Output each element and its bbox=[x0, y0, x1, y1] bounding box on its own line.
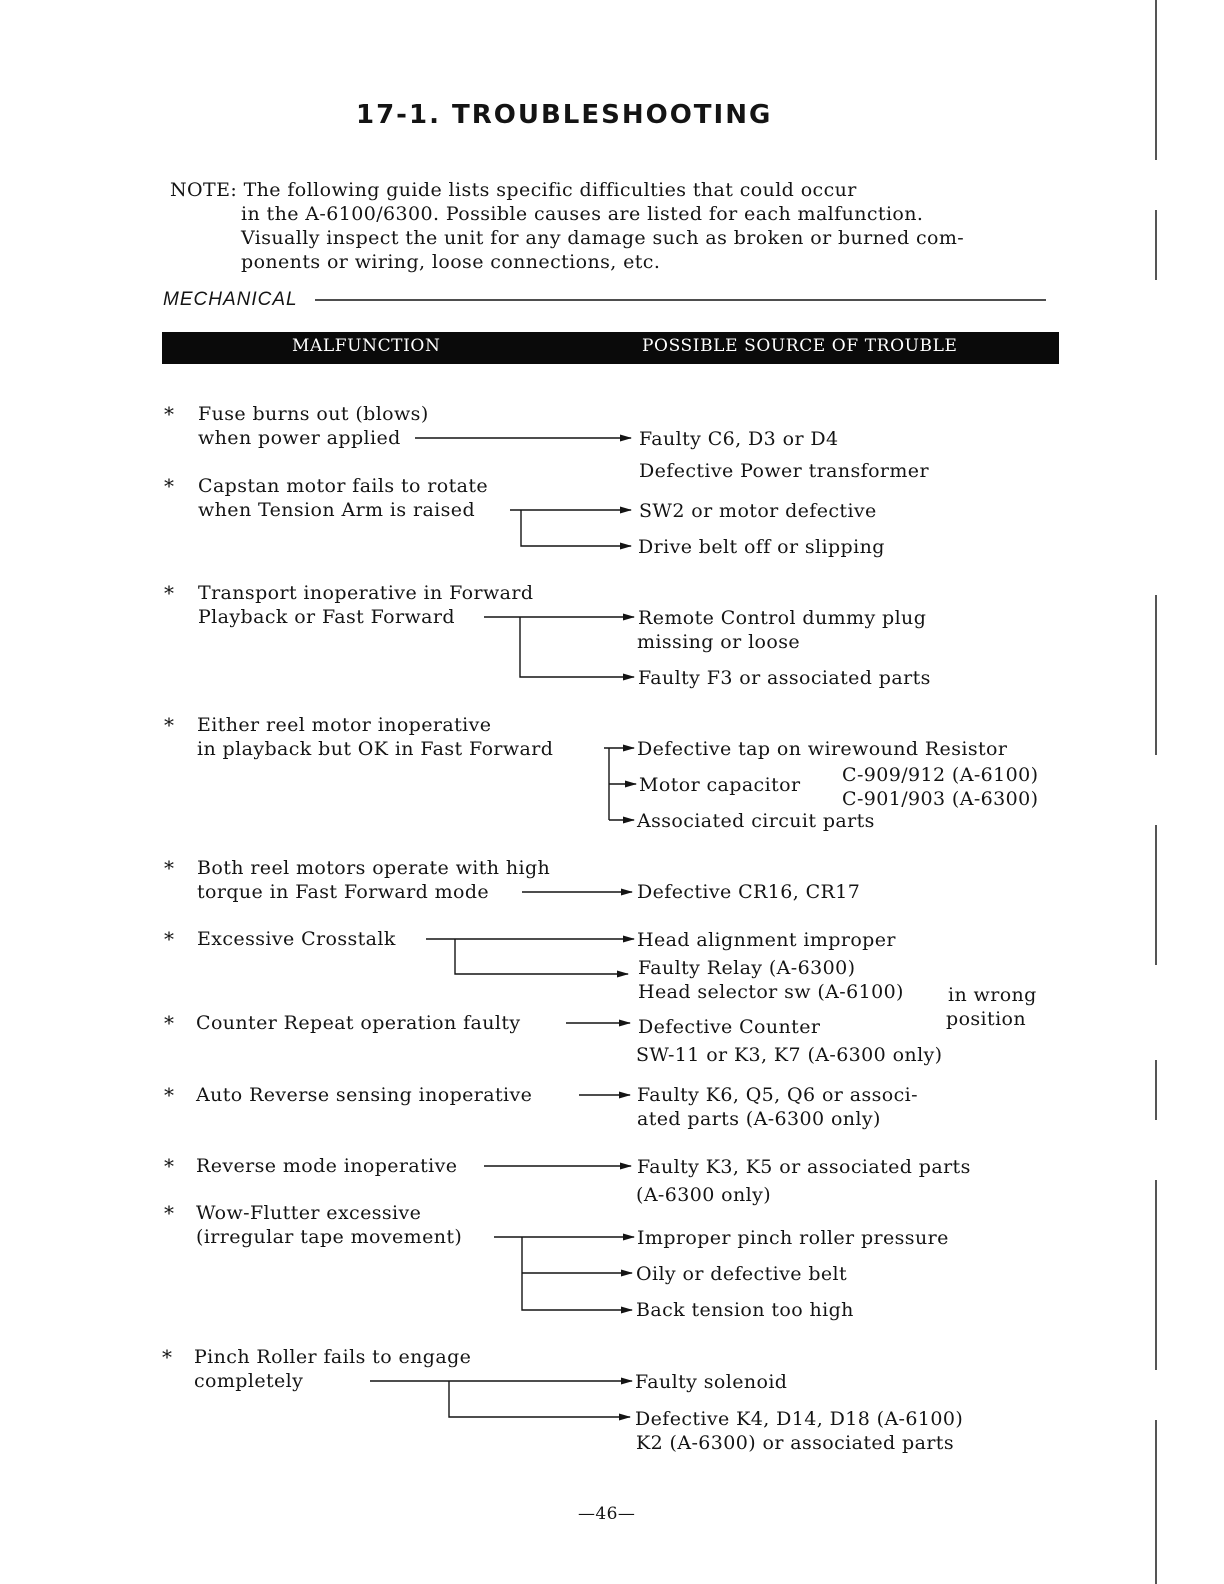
malfunction-line: Both reel motors operate with high bbox=[197, 857, 551, 879]
malfunction-line: Either reel motor inoperative bbox=[197, 714, 492, 736]
source-item: ated parts (A-6300 only) bbox=[637, 1108, 881, 1130]
bullet-star: * bbox=[164, 856, 174, 880]
source-item: Faulty K6, Q5, Q6 or associ- bbox=[637, 1084, 918, 1106]
note-line: NOTE: The following guide lists specific difficulties that could occur bbox=[170, 179, 857, 201]
malfunction-line: Auto Reverse sensing inoperative bbox=[196, 1084, 533, 1106]
source-item: missing or loose bbox=[637, 631, 801, 653]
scan-edge bbox=[1155, 825, 1157, 965]
source-item: Faulty F3 or associated parts bbox=[638, 667, 931, 689]
note-line: ponents or wiring, loose connections, etc. bbox=[241, 251, 661, 273]
malfunction-line: Transport inoperative in Forward bbox=[198, 582, 534, 604]
header-malfunction: MALFUNCTION bbox=[292, 336, 441, 356]
source-item: C-909/912 (A-6100) bbox=[842, 764, 1039, 786]
source-item: Faulty solenoid bbox=[635, 1371, 788, 1393]
source-item: Defective Counter bbox=[638, 1016, 821, 1038]
malfunction-line: when Tension Arm is raised bbox=[198, 499, 476, 521]
malfunction-line: Fuse burns out (blows) bbox=[198, 403, 429, 425]
source-item: Faulty C6, D3 or D4 bbox=[639, 428, 839, 450]
scan-edge bbox=[1155, 210, 1157, 280]
malfunction-line: Excessive Crosstalk bbox=[197, 928, 396, 950]
source-item: Faulty Relay (A-6300) bbox=[638, 957, 856, 979]
source-item: Improper pinch roller pressure bbox=[637, 1227, 949, 1249]
scan-edge bbox=[1155, 0, 1157, 160]
source-item: Remote Control dummy plug bbox=[638, 607, 927, 629]
source-item: (A-6300 only) bbox=[636, 1184, 772, 1206]
bullet-star: * bbox=[164, 474, 174, 498]
bullet-star: * bbox=[164, 1011, 174, 1035]
malfunction-line: Counter Repeat operation faulty bbox=[196, 1012, 521, 1034]
source-item: Defective tap on wirewound Resistor bbox=[637, 738, 1008, 760]
source-item: position bbox=[946, 1008, 1027, 1030]
malfunction-line: Capstan motor fails to rotate bbox=[198, 475, 489, 497]
source-item: Drive belt off or slipping bbox=[638, 536, 885, 558]
source-item: C-901/903 (A-6300) bbox=[842, 788, 1039, 810]
malfunction-line: completely bbox=[194, 1370, 304, 1392]
bullet-star: * bbox=[164, 1201, 174, 1225]
malfunction-line: when power applied bbox=[198, 427, 401, 449]
source-item: Defective K4, D14, D18 (A-6100) bbox=[635, 1408, 964, 1430]
arrow-capstan-2 bbox=[521, 510, 631, 546]
bullet-star: * bbox=[164, 1083, 174, 1107]
note-line: Visually inspect the unit for any damage such as broken or burned com- bbox=[241, 227, 965, 249]
section-heading: MECHANICAL bbox=[163, 289, 298, 310]
source-item: Head selector sw (A-6100) bbox=[638, 981, 904, 1003]
source-item: in wrong bbox=[948, 984, 1037, 1006]
scan-edge bbox=[1155, 1060, 1157, 1120]
bullet-star: * bbox=[164, 581, 174, 605]
arrow-transport-2 bbox=[520, 617, 634, 677]
bullet-star: * bbox=[164, 927, 174, 951]
scan-edge bbox=[1155, 1420, 1157, 1584]
source-item: K2 (A-6300) or associated parts bbox=[636, 1432, 954, 1454]
malfunction-line: in playback but OK in Fast Forward bbox=[197, 738, 554, 760]
source-item: SW2 or motor defective bbox=[639, 500, 877, 522]
malfunction-line: Reverse mode inoperative bbox=[196, 1155, 458, 1177]
header-source: POSSIBLE SOURCE OF TROUBLE bbox=[642, 336, 958, 356]
source-item: Oily or defective belt bbox=[636, 1263, 848, 1285]
source-item: SW-11 or K3, K7 (A-6300 only) bbox=[636, 1044, 943, 1066]
source-item: Defective CR16, CR17 bbox=[637, 881, 861, 903]
page-title: 17-1. TROUBLESHOOTING bbox=[356, 100, 773, 130]
bullet-star: * bbox=[164, 402, 174, 426]
malfunction-line: Wow-Flutter excessive bbox=[196, 1202, 422, 1224]
source-item: Defective Power transformer bbox=[639, 460, 929, 482]
malfunction-line: (irregular tape movement) bbox=[196, 1226, 463, 1248]
source-item: Associated circuit parts bbox=[637, 810, 875, 832]
source-item: Motor capacitor bbox=[639, 774, 801, 796]
source-item: Faulty K3, K5 or associated parts bbox=[637, 1156, 971, 1178]
bullet-star: * bbox=[164, 713, 174, 737]
arrow-pinch-2 bbox=[449, 1381, 630, 1417]
bullet-star: * bbox=[162, 1345, 172, 1369]
scan-edge bbox=[1155, 595, 1157, 755]
malfunction-line: torque in Fast Forward mode bbox=[197, 881, 490, 903]
malfunction-line: Pinch Roller fails to engage bbox=[194, 1346, 472, 1368]
page-number: —46— bbox=[578, 1504, 636, 1524]
source-item: Back tension too high bbox=[636, 1299, 854, 1321]
arrow-cross-2 bbox=[455, 939, 628, 974]
bullet-star: * bbox=[164, 1154, 174, 1178]
scan-edge bbox=[1155, 1180, 1157, 1370]
source-item: Head alignment improper bbox=[637, 929, 896, 951]
note-line: in the A-6100/6300. Possible causes are listed for each malfunction. bbox=[241, 203, 924, 225]
malfunction-line: Playback or Fast Forward bbox=[198, 606, 455, 628]
